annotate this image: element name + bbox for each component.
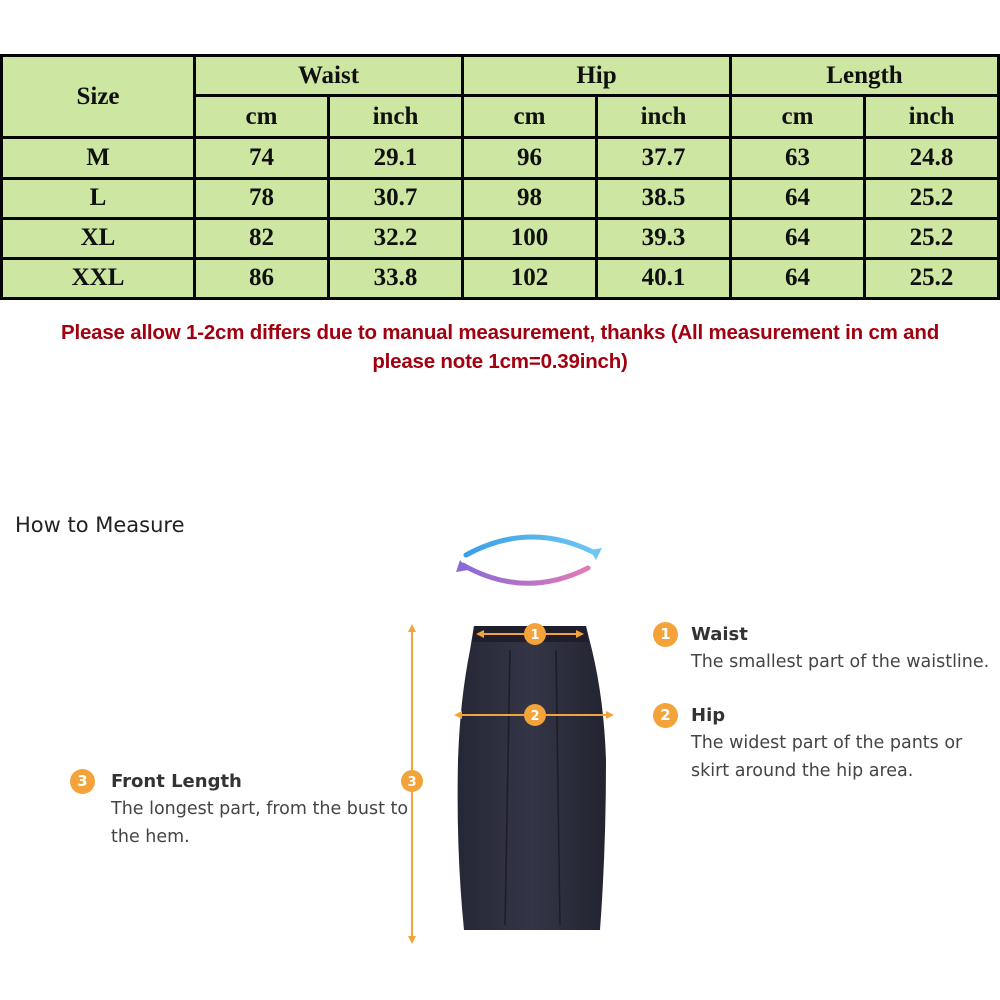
value-cell: 64 <box>731 218 865 258</box>
value-cell: 98 <box>463 178 597 218</box>
svg-text:1: 1 <box>530 628 540 643</box>
value-cell: 82 <box>195 218 329 258</box>
value-cell: 100 <box>463 218 597 258</box>
skirt-illustration <box>458 626 606 930</box>
value-cell: 102 <box>463 258 597 298</box>
size-cell: L <box>2 178 195 218</box>
length-header: Length <box>731 56 999 96</box>
waist-title: Waist <box>691 624 748 645</box>
rotation-arrows-icon <box>456 537 602 583</box>
size-cell: XXL <box>2 258 195 298</box>
unit-header: cm <box>195 96 329 138</box>
value-cell: 24.8 <box>865 138 999 178</box>
value-cell: 38.5 <box>597 178 731 218</box>
value-cell: 37.7 <box>597 138 731 178</box>
value-cell: 74 <box>195 138 329 178</box>
unit-header: cm <box>731 96 865 138</box>
value-cell: 30.7 <box>329 178 463 218</box>
length-description: the hem. <box>111 827 190 847</box>
value-cell: 86 <box>195 258 329 298</box>
note-line: Please allow 1-2cm differs due to manual measurement, thanks (All measurement in cm and <box>60 321 940 344</box>
length-description: The longest part, from the bust to <box>111 799 409 819</box>
value-cell: 25.2 <box>865 178 999 218</box>
unit-header: inch <box>329 96 463 138</box>
value-cell: 63 <box>731 138 865 178</box>
hip-header: Hip <box>463 56 731 96</box>
svg-text:3: 3 <box>407 775 417 790</box>
value-cell: 39.3 <box>597 218 731 258</box>
value-cell: 96 <box>463 138 597 178</box>
length-title: Front Length <box>111 771 242 792</box>
hip-description: The widest part of the pants or <box>691 733 963 753</box>
how-to-measure-title: How to Measure <box>15 513 185 537</box>
size-header: Size <box>2 56 195 138</box>
waist-description: The smallest part of the waistline. <box>691 652 990 672</box>
hip-description: skirt around the hip area. <box>691 761 914 781</box>
hip-number-badge: 2 <box>653 703 678 728</box>
size-cell: M <box>2 138 195 178</box>
note-line: please note 1cm=0.39inch) <box>372 350 628 373</box>
value-cell: 33.8 <box>329 258 463 298</box>
value-cell: 78 <box>195 178 329 218</box>
unit-header: inch <box>865 96 999 138</box>
value-cell: 64 <box>731 258 865 298</box>
length-measure-line <box>401 624 423 944</box>
waist-number-badge: 1 <box>653 622 678 647</box>
value-cell: 40.1 <box>597 258 731 298</box>
value-cell: 25.2 <box>865 258 999 298</box>
value-cell: 25.2 <box>865 218 999 258</box>
unit-header: cm <box>463 96 597 138</box>
svg-text:2: 2 <box>530 709 540 724</box>
value-cell: 29.1 <box>329 138 463 178</box>
value-cell: 64 <box>731 178 865 218</box>
value-cell: 32.2 <box>329 218 463 258</box>
waist-header: Waist <box>195 56 463 96</box>
unit-header: inch <box>597 96 731 138</box>
length-number-badge: 3 <box>70 769 95 794</box>
hip-title: Hip <box>691 705 726 726</box>
size-cell: XL <box>2 218 195 258</box>
